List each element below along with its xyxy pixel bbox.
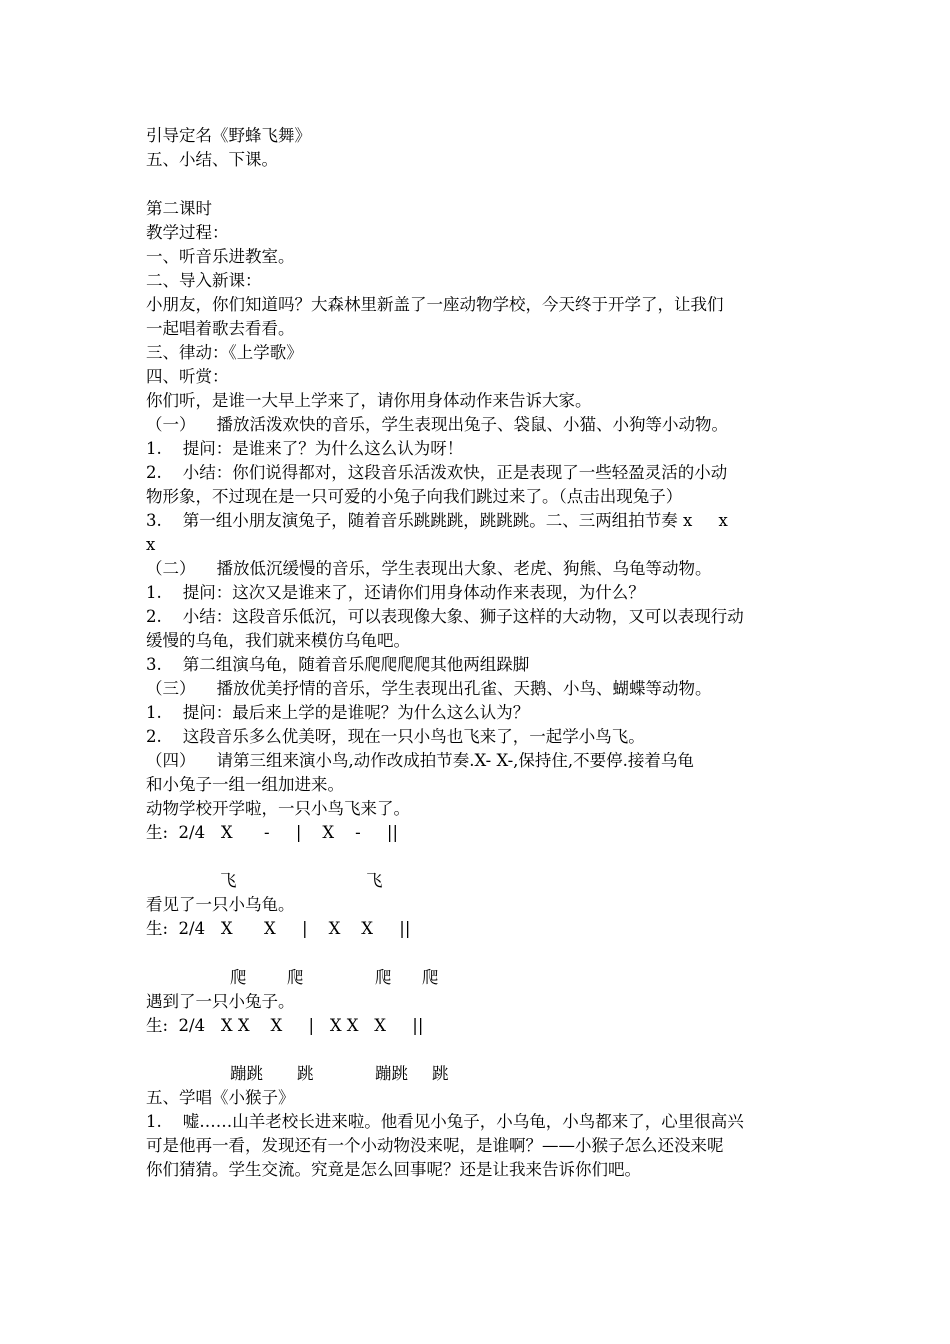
lyric-word: 爬 [230,968,247,987]
text-line: 你们听，是谁一大早上学来了，请你用身体动作来告诉大家。 [146,391,592,410]
text-line: 五、小结、下课。 [146,150,278,169]
section-heading: 第二课时 [146,199,212,218]
text-line: 缓慢的乌龟，我们就来模仿乌龟吧。 [146,631,410,650]
text-line: 2. 这段音乐多么优美呀，现在一只小鸟也飞来了，一起学小鸟飞。 [146,727,645,746]
text-line: 五、学唱《小猴子》 [146,1088,295,1107]
lyric-word: 飞 [366,871,383,890]
lyric-word: 飞 [220,871,237,890]
text-line: 二、导入新课： [146,271,262,290]
text-line: 动物学校开学啦，一只小鸟飞来了。 [146,799,410,818]
text-line: 3. 第一组小朋友演兔子，随着音乐跳跳跳，跳跳跳。二、三两组拍节奏 x x [146,511,728,530]
text-line: 可是他再一看，发现还有一个小动物没来呢，是谁啊？——小猴子怎么还没来呢 [146,1136,724,1155]
text-line: 1. 提问：是谁来了？为什么这么认为呀！ [146,439,464,458]
lyric-word: 蹦跳 [230,1064,263,1083]
text-line: 1. 提问：这次又是谁来了，还请你们用身体动作来表现，为什么？ [146,583,645,602]
lyric-word: 爬 [422,968,439,987]
text-line: 2. 小结：这段音乐低沉，可以表现像大象、狮子这样的大动物，又可以表现行动 [146,607,744,626]
rhythm-line: 生: 2/4 X - | X - || [146,823,399,842]
text-line: 小朋友，你们知道吗？大森林里新盖了一座动物学校，今天终于开学了，让我们 [146,295,724,314]
text-line: 遇到了一只小兔子。 [146,992,295,1011]
text-line: 1. 提问：最后来上学的是谁呢？为什么这么认为？ [146,703,530,722]
text-line: 一起唱着歌去看看。 [146,319,295,338]
lyric-word: 跳 [432,1064,449,1083]
lyric-word: 爬 [375,968,392,987]
lyric-word: 爬 [287,968,304,987]
text-line: 物形象，不过现在是一只可爱的小兔子向我们跳过来了。（点击出现兔子） [146,487,683,506]
text-line: 你们猜猜。学生交流。究竟是怎么回事呢？还是让我来告诉你们吧。 [146,1160,641,1179]
text-line: 引导定名《野蜂飞舞》 [146,126,311,145]
text-line: x [146,535,156,554]
text-line: （二） 播放低沉缓慢的音乐，学生表现出大象、老虎、狗熊、乌龟等动物。 [146,559,712,578]
text-line: 三、律动：《上学歌》 [146,343,303,362]
rhythm-line: 生: 2/4 X X | X X || [146,919,411,938]
text-line: （四） 请第三组来演小鸟,动作改成拍节奏.X- X-,保持住,不要停.接着乌龟 [146,751,694,770]
text-line: 一、听音乐进教室。 [146,247,295,266]
lyric-word: 蹦跳 [375,1064,408,1083]
text-line: 1. 嘘……山羊老校长进来啦。他看见小兔子，小乌龟，小鸟都来了，心里很高兴 [146,1112,744,1131]
lyric-word: 跳 [297,1064,314,1083]
text-line: （三） 播放优美抒情的音乐，学生表现出孔雀、天鹅、小鸟、蝴蝶等动物。 [146,679,712,698]
text-line: （一） 播放活泼欢快的音乐，学生表现出兔子、袋鼠、小猫、小狗等小动物。 [146,415,728,434]
text-line: 3. 第二组演乌龟，随着音乐爬爬爬爬其他两组跺脚 [146,655,530,674]
text-line: 四、听赏： [146,367,229,386]
text-line: 看见了一只小乌龟。 [146,895,295,914]
text-line: 2. 小结：你们说得都对，这段音乐活泼欢快，正是表现了一些轻盈灵活的小动 [146,463,728,482]
rhythm-line: 生: 2/4 X X X | X X X || [146,1016,424,1035]
text-line: 和小兔子一组一组加进来。 [146,775,344,794]
text-line: 教学过程： [146,223,229,242]
